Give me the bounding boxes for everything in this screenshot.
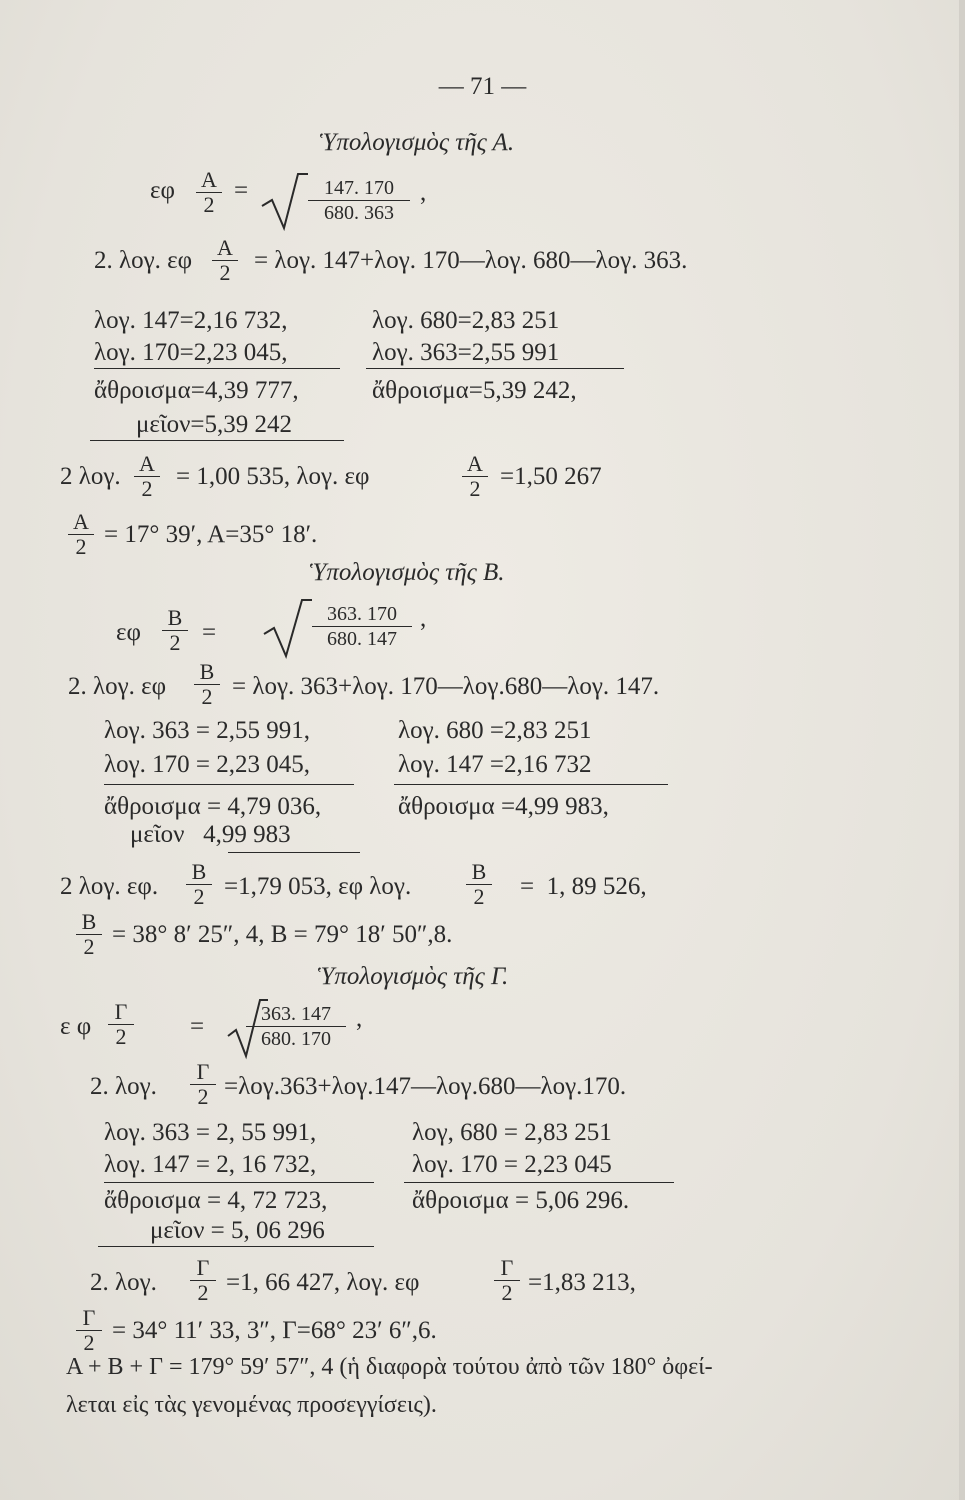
ef-label-a: εφ: [150, 177, 175, 204]
half-c-fraction: [108, 1000, 134, 1049]
half-a-fraction: [196, 168, 222, 217]
log-line-a-rest: = λογ. 147+λογ. 170—λογ. 680—λογ. 363.: [254, 247, 688, 274]
b-row3-left: ἄθροισμα = 4,79 036,: [104, 793, 322, 820]
a-result-mid: = 1,00 535, λογ. εφ: [176, 463, 370, 490]
half-a-den: 2: [196, 192, 222, 217]
a-row3-right: ἄθροισμα=5,39 242,: [372, 377, 577, 404]
c-result-frac2-den: 2: [494, 1280, 520, 1305]
a-result-prefix: 2 λογ.: [60, 463, 121, 490]
a-final-frac-den: 2: [68, 534, 94, 559]
c-row1-left: λογ. 363 = 2, 55 991,: [104, 1119, 317, 1146]
c-row2-right: λογ. 170 = 2,23 045: [412, 1151, 612, 1178]
c-final-frac: [76, 1306, 102, 1355]
b-result-prefix: 2 λογ. εφ.: [60, 873, 159, 900]
b-row1-left: λογ. 363 = 2,55 991,: [104, 717, 311, 744]
eq-b: =: [202, 619, 217, 646]
log-line-c-frac: [190, 1060, 216, 1109]
b-row4-left: μεῖον 4,99 983: [130, 821, 291, 848]
b-rule-bottom: [228, 852, 360, 853]
a-final-frac: [68, 510, 94, 559]
heading-a: Ὑπολογισμὸς τῆς Α.: [320, 129, 515, 156]
c-final-rest: = 34° 11′ 33, 3″, Γ=68° 23′ 6″,6.: [112, 1317, 437, 1344]
c-row4-left: μεῖον = 5, 06 296: [150, 1217, 325, 1244]
c-final-frac-num: Γ: [82, 1305, 96, 1330]
half-c-num: Γ: [114, 999, 128, 1024]
a-row2-right: λογ. 363=2,55 991: [372, 339, 560, 366]
b-rule-left: [104, 784, 354, 785]
log-line-a-frac-num: Α: [217, 235, 233, 260]
b-row1-right: λογ. 680 =2,83 251: [398, 717, 592, 744]
c-result-mid: =1, 66 427, λογ. εφ: [226, 1269, 420, 1296]
radicand-a-num: 147. 170: [324, 177, 394, 199]
a-result-end: =1,50 267: [500, 463, 602, 490]
sum-line-1: Α + Β + Γ = 179° 59′ 57″, 4 (ἡ διαφορὰ τούτου ἀπὸ τῶν 180° ὀφεί-: [66, 1354, 713, 1380]
ef-label-c: ε φ: [60, 1013, 92, 1040]
c-rule-left: [104, 1182, 374, 1183]
c-rule-right: [404, 1182, 674, 1183]
a-final-frac-num: Α: [73, 509, 89, 534]
a-final-rest: = 17° 39′, Α=35° 18′.: [104, 521, 318, 548]
c-result-prefix: 2. λογ.: [90, 1269, 157, 1296]
b-result-frac1: [186, 860, 212, 909]
radical-sign-a: [258, 170, 308, 232]
radicand-a: [308, 176, 410, 225]
heading-b: Ὑπολογισμὸς τῆς Β.: [310, 559, 505, 586]
b-row2-left: λογ. 170 = 2,23 045,: [104, 751, 311, 778]
b-row2-right: λογ. 147 =2,16 732: [398, 751, 592, 778]
b-final-frac: [76, 910, 102, 959]
comma-c: ,: [356, 1005, 363, 1032]
b-result-end: = 1, 89 526,: [520, 873, 647, 900]
a-rule-bottom: [90, 440, 344, 441]
a-result-frac2-den: 2: [462, 476, 488, 501]
log-line-c-rest: =λογ.363+λογ.147—λογ.680—λογ.170.: [224, 1073, 627, 1100]
c-final-frac-den: 2: [76, 1330, 102, 1355]
log-line-b-frac-den: 2: [194, 684, 220, 709]
c-row2-left: λογ. 147 = 2, 16 732,: [104, 1151, 317, 1178]
log-line-a-frac-den: 2: [212, 260, 238, 285]
c-row3-left: ἄθροισμα = 4, 72 723,: [104, 1187, 328, 1214]
c-result-frac1-num: Γ: [196, 1255, 210, 1280]
log-line-b-frac-num: Β: [199, 659, 215, 684]
radicand-b-den: 680. 147: [312, 626, 412, 651]
radicand-b: [312, 602, 412, 651]
a-result-frac1: [134, 452, 160, 501]
c-row3-right: ἄθροισμα = 5,06 296.: [412, 1187, 630, 1214]
half-b-den: 2: [162, 630, 188, 655]
a-row4-left: μεῖον=5,39 242: [136, 411, 293, 438]
b-final-frac-den: 2: [76, 934, 102, 959]
half-a-num: Α: [201, 167, 217, 192]
page-number: — 71 —: [438, 73, 527, 100]
a-row3-left: ἄθροισμα=4,39 777,: [94, 377, 299, 404]
log-line-c-frac-num: Γ: [196, 1059, 210, 1084]
c-result-frac2-num: Γ: [500, 1255, 514, 1280]
c-result-end: =1,83 213,: [528, 1269, 636, 1296]
eq-c: =: [190, 1013, 205, 1040]
log-line-b-rest: = λογ. 363+λογ. 170—λογ.680—λογ. 147.: [232, 673, 660, 700]
comma-b: ,: [420, 605, 427, 632]
b-rule-right: [394, 784, 668, 785]
log-line-c-frac-den: 2: [190, 1084, 216, 1109]
c-row1-right: λογ, 680 = 2,83 251: [412, 1119, 612, 1146]
b-result-mid: =1,79 053, εφ λογ.: [224, 873, 412, 900]
half-b-fraction: [162, 606, 188, 655]
log-line-a-prefix: 2. λογ. εφ: [94, 247, 193, 274]
comma-a: ,: [420, 179, 427, 206]
radicand-c-num: 363. 147: [261, 1003, 331, 1025]
a-row1-left: λογ. 147=2,16 732,: [94, 307, 288, 334]
log-line-b-prefix: 2. λογ. εφ: [68, 673, 167, 700]
b-final-frac-num: Β: [81, 909, 97, 934]
radicand-a-den: 680. 363: [308, 200, 410, 225]
log-line-c-prefix: 2. λογ.: [90, 1073, 157, 1100]
a-rule-left: [94, 368, 340, 369]
c-result-frac2: [494, 1256, 520, 1305]
page-edge: [959, 0, 965, 1500]
c-result-frac1: [190, 1256, 216, 1305]
b-result-frac1-num: Β: [191, 859, 207, 884]
b-result-frac2: [466, 860, 492, 909]
eq-a: =: [234, 177, 249, 204]
radicand-c-den: 680. 170: [246, 1026, 346, 1051]
a-result-frac1-num: Α: [139, 451, 155, 476]
b-row3-right: ἄθροισμα =4,99 983,: [398, 793, 609, 820]
radicand-c: [246, 1002, 346, 1051]
a-row2-left: λογ. 170=2,23 045,: [94, 339, 288, 366]
a-row1-right: λογ. 680=2,83 251: [372, 307, 560, 334]
c-rule-bottom: [98, 1246, 374, 1247]
ef-label-b: εφ: [116, 619, 141, 646]
radical-sign-b: [260, 596, 312, 660]
half-c-den: 2: [108, 1024, 134, 1049]
c-result-frac1-den: 2: [190, 1280, 216, 1305]
b-final-rest: = 38° 8′ 25″, 4, Β = 79° 18′ 50″,8.: [112, 921, 453, 948]
half-b-num: Β: [167, 605, 183, 630]
log-line-b-frac: [194, 660, 220, 709]
sum-line-2: λεται εἰς τὰς γενομένας προσεγγίσεις).: [66, 1392, 437, 1418]
b-result-frac1-den: 2: [186, 884, 212, 909]
b-result-frac2-num: Β: [471, 859, 487, 884]
a-rule-right: [366, 368, 624, 369]
heading-c: Ὑπολογισμὸς τῆς Γ.: [318, 963, 509, 990]
a-result-frac1-den: 2: [134, 476, 160, 501]
a-result-frac2: [462, 452, 488, 501]
radicand-b-num: 363. 170: [327, 603, 397, 625]
a-result-frac2-num: Α: [467, 451, 483, 476]
b-result-frac2-den: 2: [466, 884, 492, 909]
log-line-a-frac: [212, 236, 238, 285]
